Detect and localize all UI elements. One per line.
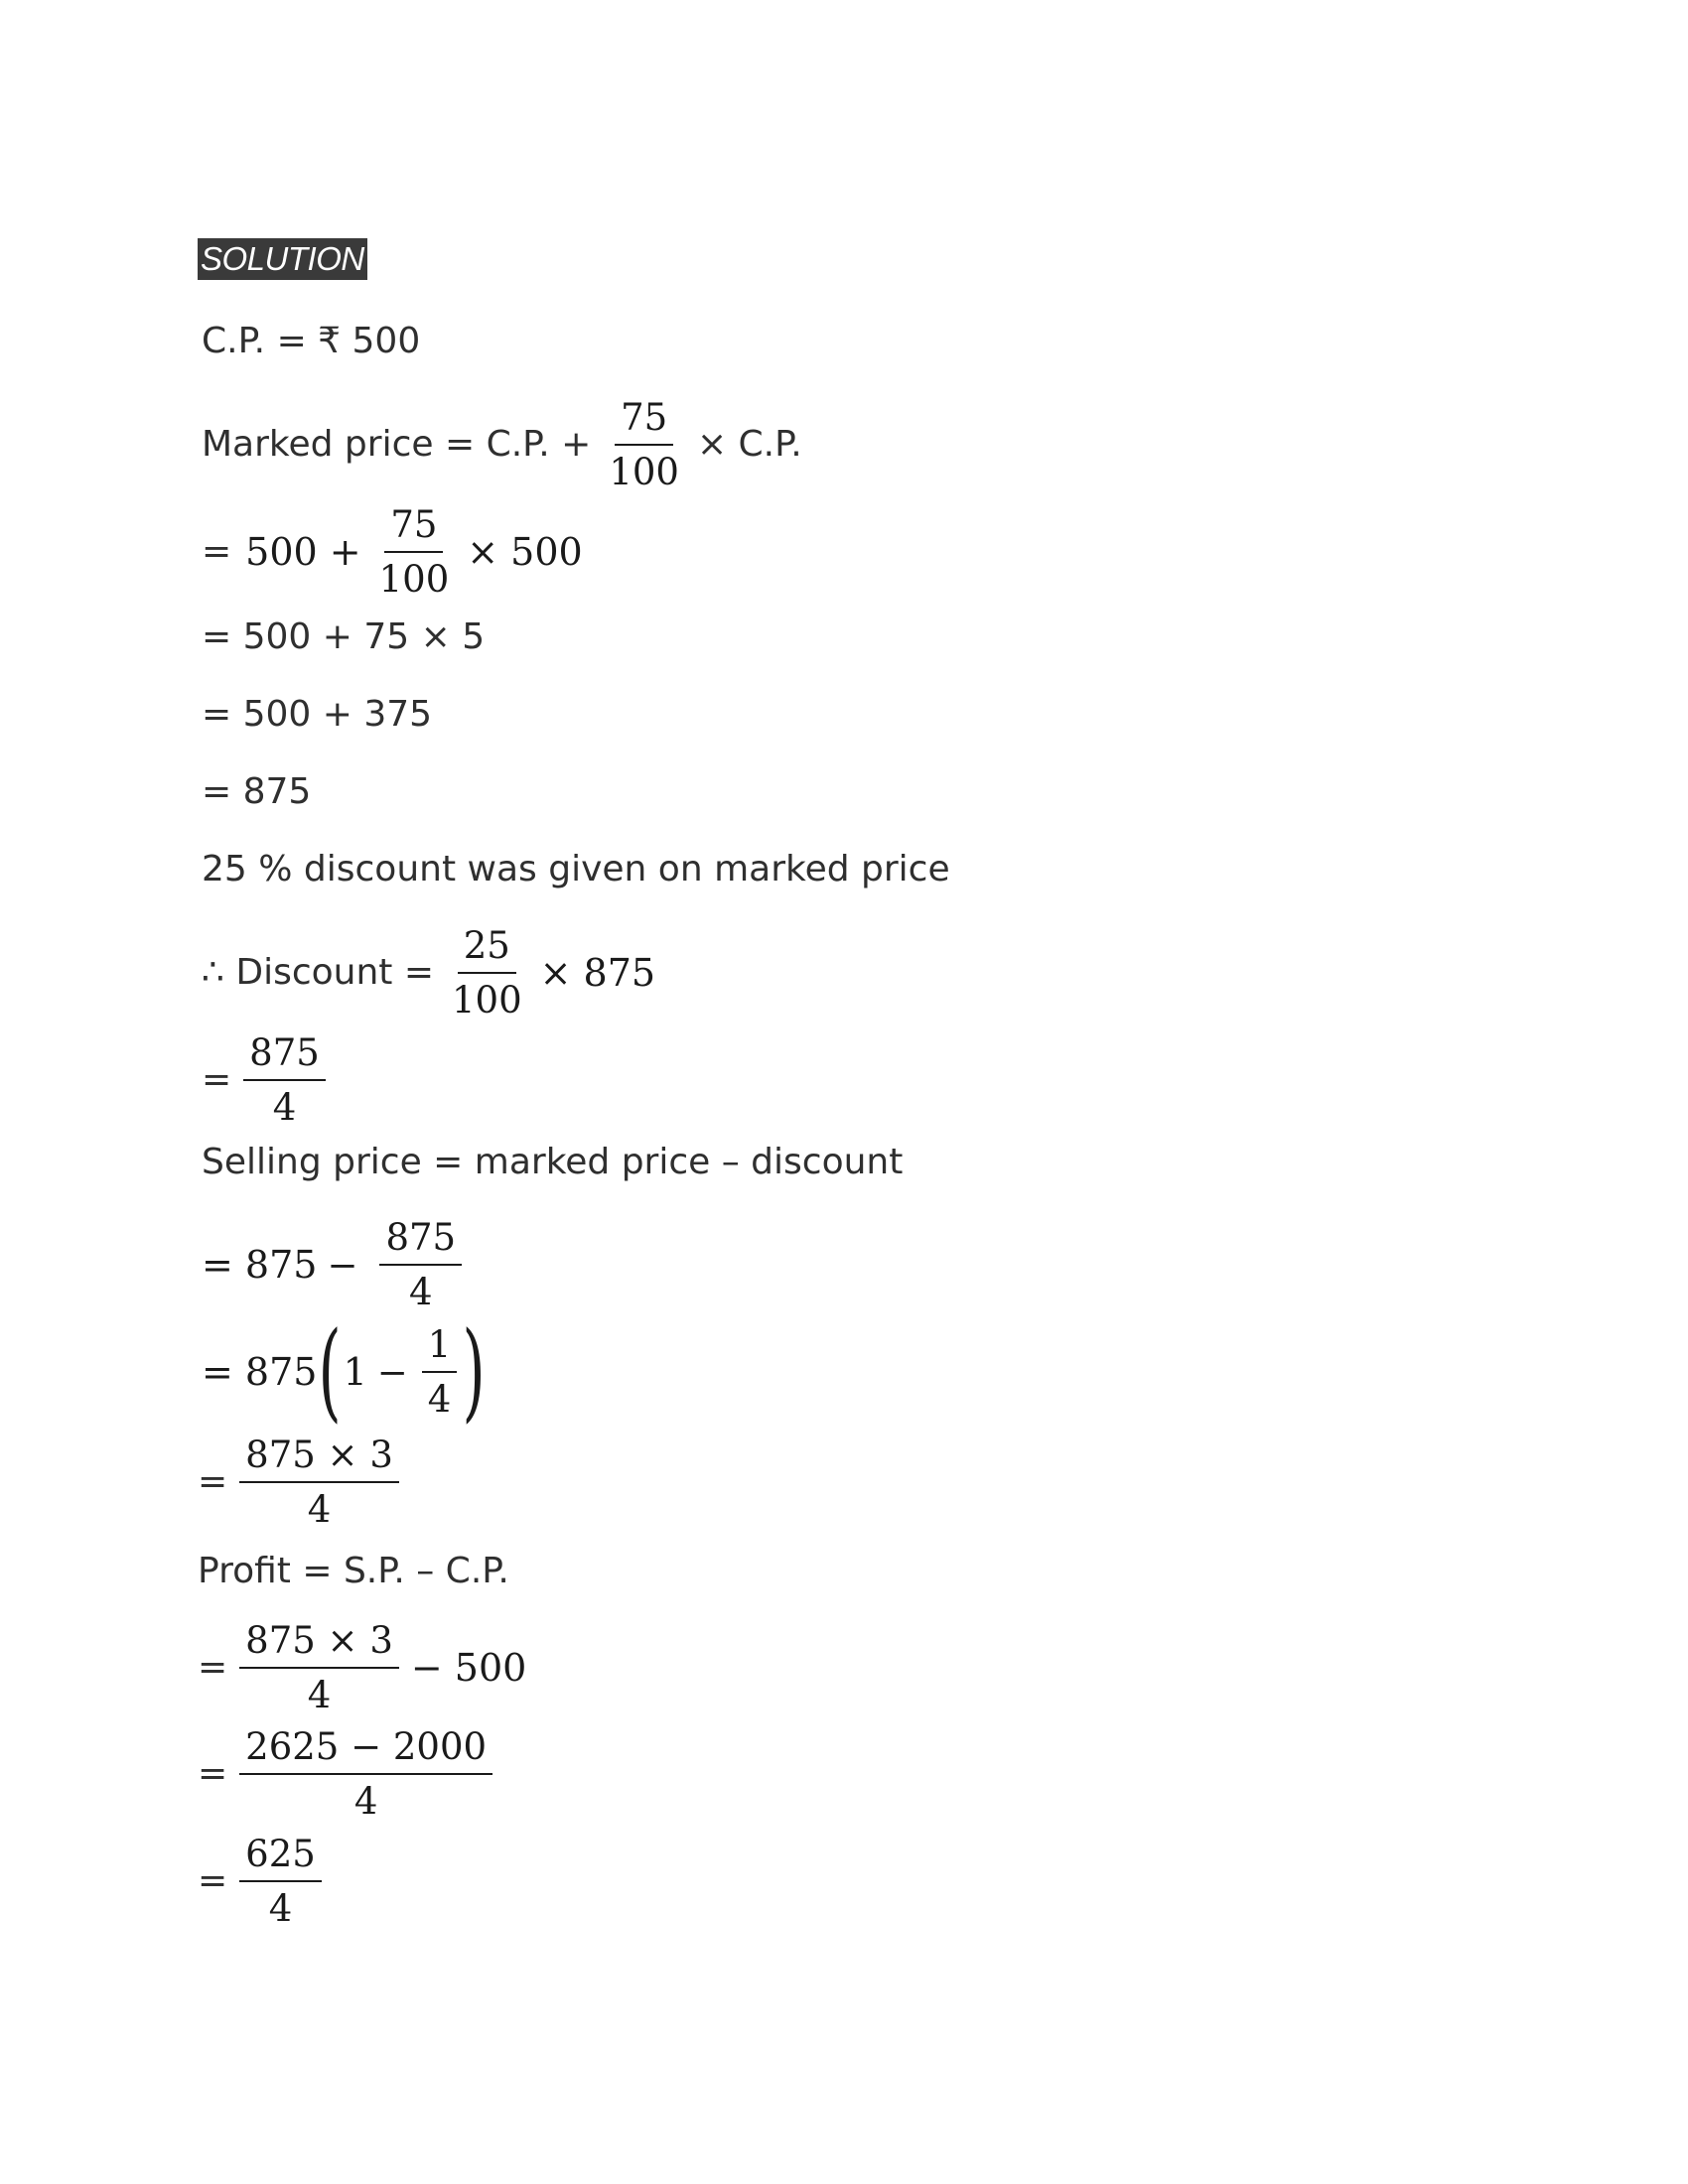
solution-heading: SOLUTION (198, 238, 367, 280)
step-text: = 875 (202, 771, 312, 812)
marked-price-label: Marked price = C.P. + (202, 424, 592, 465)
selling-price-step-1 (202, 1216, 474, 1313)
profit-difference-fraction (239, 1725, 492, 1823)
step-text: = 500 + 375 (202, 694, 433, 735)
equals-sign: = (202, 531, 232, 572)
fraction-numerator: 25 (458, 927, 516, 974)
fraction-numerator: 625 (239, 1836, 322, 1882)
expression-part: 500 + (245, 530, 361, 574)
equals-sign: = (202, 1059, 232, 1100)
expression-part: = 875 (202, 1350, 318, 1394)
fraction-denominator: 100 (609, 451, 679, 493)
step-text: = 500 + 75 × 5 (202, 616, 486, 657)
right-parenthesis: ) (462, 1309, 487, 1433)
fraction-numerator: 875 × 3 (239, 1622, 399, 1669)
fraction-denominator: 4 (272, 1086, 297, 1129)
left-parenthesis: ( (318, 1309, 343, 1433)
profit-step-1 (198, 1619, 527, 1716)
selling-price-result (198, 1433, 411, 1531)
equals-sign: = (198, 1647, 228, 1688)
markup-fraction (373, 503, 456, 601)
discount-result (202, 1031, 338, 1129)
profit-statement (198, 1551, 509, 1591)
equals-sign: = (198, 1753, 228, 1794)
fraction-denominator: 100 (378, 558, 450, 601)
statement-text: Profit = S.P. – C.P. (198, 1551, 509, 1591)
quarter-fraction (422, 1323, 458, 1421)
statement-text: Selling price = marked price – discount (202, 1142, 904, 1182)
fraction-denominator: 4 (409, 1271, 433, 1313)
minus-sign: − (327, 1243, 358, 1287)
expression-part: × 875 (539, 951, 656, 995)
selling-price-fraction (239, 1433, 399, 1531)
cost-price-text: C.P. = ₹ 500 (202, 321, 421, 361)
marked-price-step-3 (202, 694, 433, 735)
discount-statement (202, 849, 950, 889)
fraction-denominator: 4 (427, 1378, 452, 1421)
expression-part: 1 (343, 1350, 367, 1394)
profit-step-2 (198, 1725, 504, 1823)
minus-sign: − (376, 1350, 408, 1394)
discount-fraction (446, 924, 528, 1022)
fraction-numerator: 75 (384, 506, 443, 553)
marked-price-result (202, 771, 312, 812)
marked-price-step-2 (202, 616, 486, 657)
statement-text: 25 % discount was given on marked price (202, 849, 950, 889)
fraction-numerator: 875 (379, 1219, 462, 1266)
fraction-numerator: 875 × 3 (239, 1436, 399, 1483)
profit-fraction (239, 1833, 322, 1930)
selling-price-statement (202, 1142, 904, 1182)
profit-result (198, 1833, 334, 1930)
fraction-numerator: 75 (615, 399, 673, 446)
discount-value-fraction (243, 1031, 326, 1129)
selling-price-fraction (239, 1619, 399, 1716)
fraction-denominator: 100 (452, 979, 522, 1022)
discount-formula (202, 924, 656, 1022)
marked-price-step-1 (202, 503, 583, 601)
fraction-denominator: 4 (353, 1780, 378, 1823)
fraction-numerator: 1 (422, 1326, 458, 1373)
selling-price-step-2 (202, 1309, 487, 1433)
marked-price-tail: × C.P. (696, 424, 802, 465)
marked-price-formula (202, 396, 802, 493)
fraction-denominator: 4 (307, 1488, 332, 1531)
expression-part: × 500 (467, 530, 583, 574)
fraction-numerator: 875 (243, 1034, 326, 1081)
discount-value-fraction (379, 1216, 462, 1313)
discount-label: ∴ Discount = (202, 952, 434, 993)
markup-fraction (603, 396, 685, 493)
fraction-denominator: 4 (307, 1674, 332, 1716)
equals-sign: = (198, 1461, 228, 1502)
expression-part: = 875 (202, 1243, 318, 1287)
fraction-numerator: 2625 − 2000 (239, 1728, 492, 1775)
expression-part: − 500 (410, 1646, 527, 1690)
fraction-denominator: 4 (268, 1887, 293, 1930)
cost-price-line (202, 321, 421, 361)
equals-sign: = (198, 1860, 228, 1901)
